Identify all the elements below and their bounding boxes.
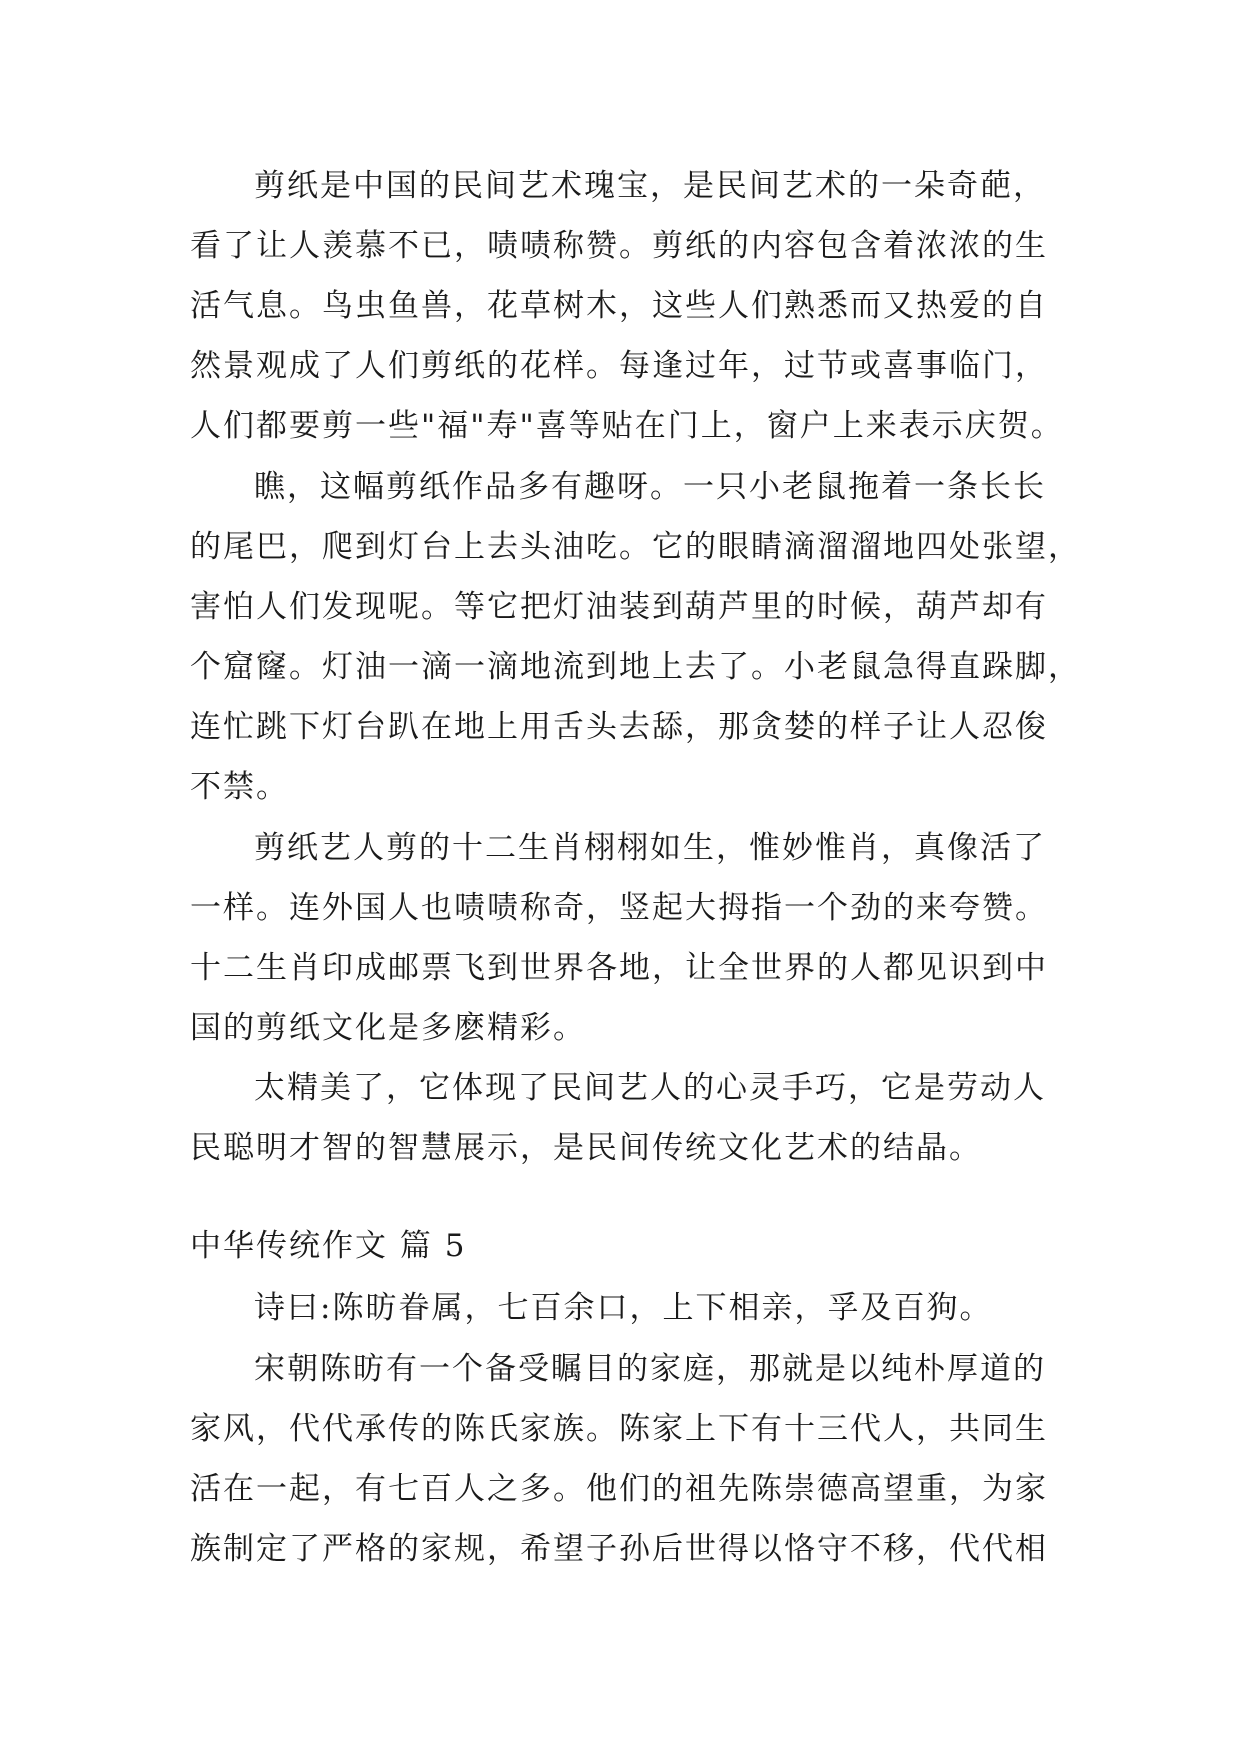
text-line: 剪纸是中国的民间艺术瑰宝，是民间艺术的一朵奇葩， bbox=[254, 168, 1046, 204]
text-line: 国的剪纸文化是多麽精彩。 bbox=[190, 1010, 586, 1046]
text-line: 个窟窿。灯油一滴一滴地流到地上去了。小老鼠急得直跺脚， bbox=[190, 649, 1081, 685]
text-line: 宋朝陈昉有一个备受瞩目的家庭，那就是以纯朴厚道的 bbox=[254, 1351, 1046, 1387]
paragraph-poem bbox=[190, 1278, 1055, 1338]
text-line: 一样。连外国人也啧啧称奇，竖起大拇指一个劲的来夸赞。 bbox=[190, 890, 1048, 926]
text-line: 十二生肖印成邮票飞到世界各地，让全世界的人都见识到中 bbox=[190, 950, 1048, 986]
text-line: 连忙跳下灯台趴在地上用舌头去舔，那贪婪的样子让人忍俊 bbox=[190, 709, 1048, 745]
text-line: 剪纸艺人剪的十二生肖栩栩如生，惟妙惟肖，真像活了 bbox=[254, 830, 1046, 866]
text-line: 然景观成了人们剪纸的花样。每逢过年，过节或喜事临门， bbox=[190, 348, 1048, 384]
paragraph-conclusion bbox=[190, 1058, 1055, 1178]
text-line: 民聪明才智的智慧展示，是民间传统文化艺术的结晶。 bbox=[190, 1130, 982, 1166]
text-line: 的尾巴，爬到灯台上去头油吃。它的眼睛滴溜溜地四处张望， bbox=[190, 529, 1081, 565]
text-line: 看了让人羡慕不已，啧啧称赞。剪纸的内容包含着浓浓的生 bbox=[190, 228, 1048, 264]
paragraph-zodiac bbox=[190, 818, 1055, 1058]
text-line: 家风，代代承传的陈氏家族。陈家上下有十三代人，共同生 bbox=[190, 1411, 1048, 1447]
text-line: 诗曰:陈昉眷属，七百余口，上下相亲，孚及百狗。 bbox=[254, 1290, 993, 1326]
paragraph-chen-family bbox=[190, 1339, 1055, 1579]
text-line: 瞧，这幅剪纸作品多有趣呀。一只小老鼠拖着一条长长 bbox=[254, 469, 1046, 505]
text-line: 活气息。鸟虫鱼兽，花草树木，这些人们熟悉而又热爱的自 bbox=[190, 288, 1048, 324]
text-line: 族制定了严格的家规，希望子孙后世得以恪守不移，代代相 bbox=[190, 1531, 1048, 1567]
paragraph-paper-cutting-intro bbox=[190, 156, 1064, 456]
text-line: 不禁。 bbox=[190, 769, 289, 805]
section-heading: 中华传统作文 篇 5 bbox=[190, 1228, 467, 1264]
text-line: 太精美了，它体现了民间艺人的心灵手巧，它是劳动人 bbox=[254, 1070, 1046, 1106]
text-line: 活在一起，有七百人之多。他们的祖先陈崇德高望重，为家 bbox=[190, 1471, 1048, 1507]
text-line: 人们都要剪一些"福"寿"喜等贴在门上，窗户上来表示庆贺。 bbox=[190, 408, 1064, 444]
text-line: 害怕人们发现呢。等它把灯油装到葫芦里的时候，葫芦却有 bbox=[190, 589, 1048, 625]
paragraph-mouse-artwork bbox=[190, 457, 1081, 817]
